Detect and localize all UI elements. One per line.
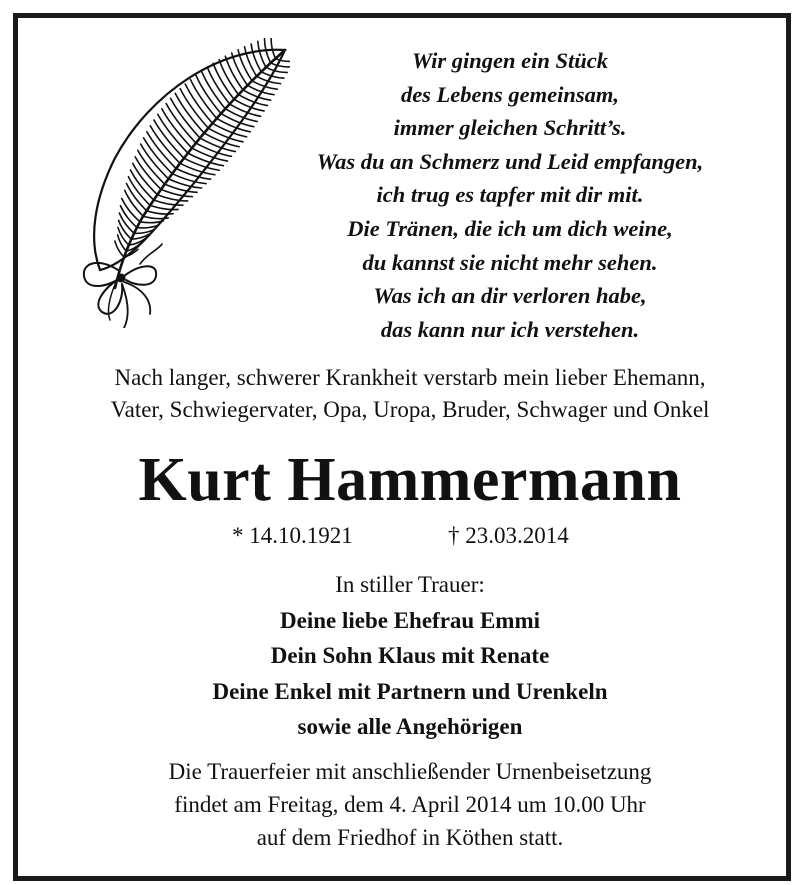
poem-line: Wir gingen ein Stück [411, 48, 609, 73]
mourners-block [20, 567, 800, 745]
funeral-details [20, 755, 800, 854]
mourner-line: Dein Sohn Klaus mit Renate [270, 643, 550, 668]
mourner-line: Deine Enkel mit Partnern und Urenkeln [212, 678, 608, 704]
intro-line: Vater, Schwiegervater, Opa, Uropa, Bruder, Schwager und Onkel [110, 397, 710, 422]
mourner-line: sowie alle Angehörigen [297, 714, 523, 739]
poem-line: Was du an Schmerz und Leid empfangen, [316, 148, 704, 174]
poem-line: Die Tränen, die ich um dich weine, [347, 215, 673, 241]
intro-line: Nach langer, schwerer Krankheit verstarb mein lieber Ehemann, [114, 365, 706, 390]
death-notice-intro [20, 362, 800, 426]
funeral-line: auf dem Friedhof in Köthen statt. [256, 825, 564, 850]
funeral-line: Die Trauerfeier mit anschließender Urnenbeisetzung [168, 759, 652, 784]
poem-line: du kannst sie nicht mehr sehen. [362, 249, 658, 275]
life-dates [0, 521, 800, 551]
feather-with-bow-icon [70, 38, 290, 328]
poem-line: Was ich an dir verloren habe, [373, 283, 647, 309]
death-date: † 23.03.2014 [448, 523, 569, 548]
deceased-name: Kurt Hammermann [138, 446, 682, 514]
poem-line: ich trug es tapfer mit dir mit. [376, 182, 644, 208]
mourner-line: Deine liebe Ehefrau Emmi [280, 607, 540, 633]
poem-line: das kann nur ich verstehen. [380, 316, 640, 342]
poem-line: immer gleichen Schritt’s. [393, 115, 627, 141]
funeral-line: findet am Freitag, dem 4. April 2014 um 10.00 Uhr [174, 792, 646, 817]
mourners-heading: In stiller Trauer: [335, 572, 485, 597]
birth-date: * 14.10.1921 [232, 523, 353, 548]
poem [260, 44, 760, 346]
poem-line: des Lebens gemeinsam, [400, 81, 620, 107]
